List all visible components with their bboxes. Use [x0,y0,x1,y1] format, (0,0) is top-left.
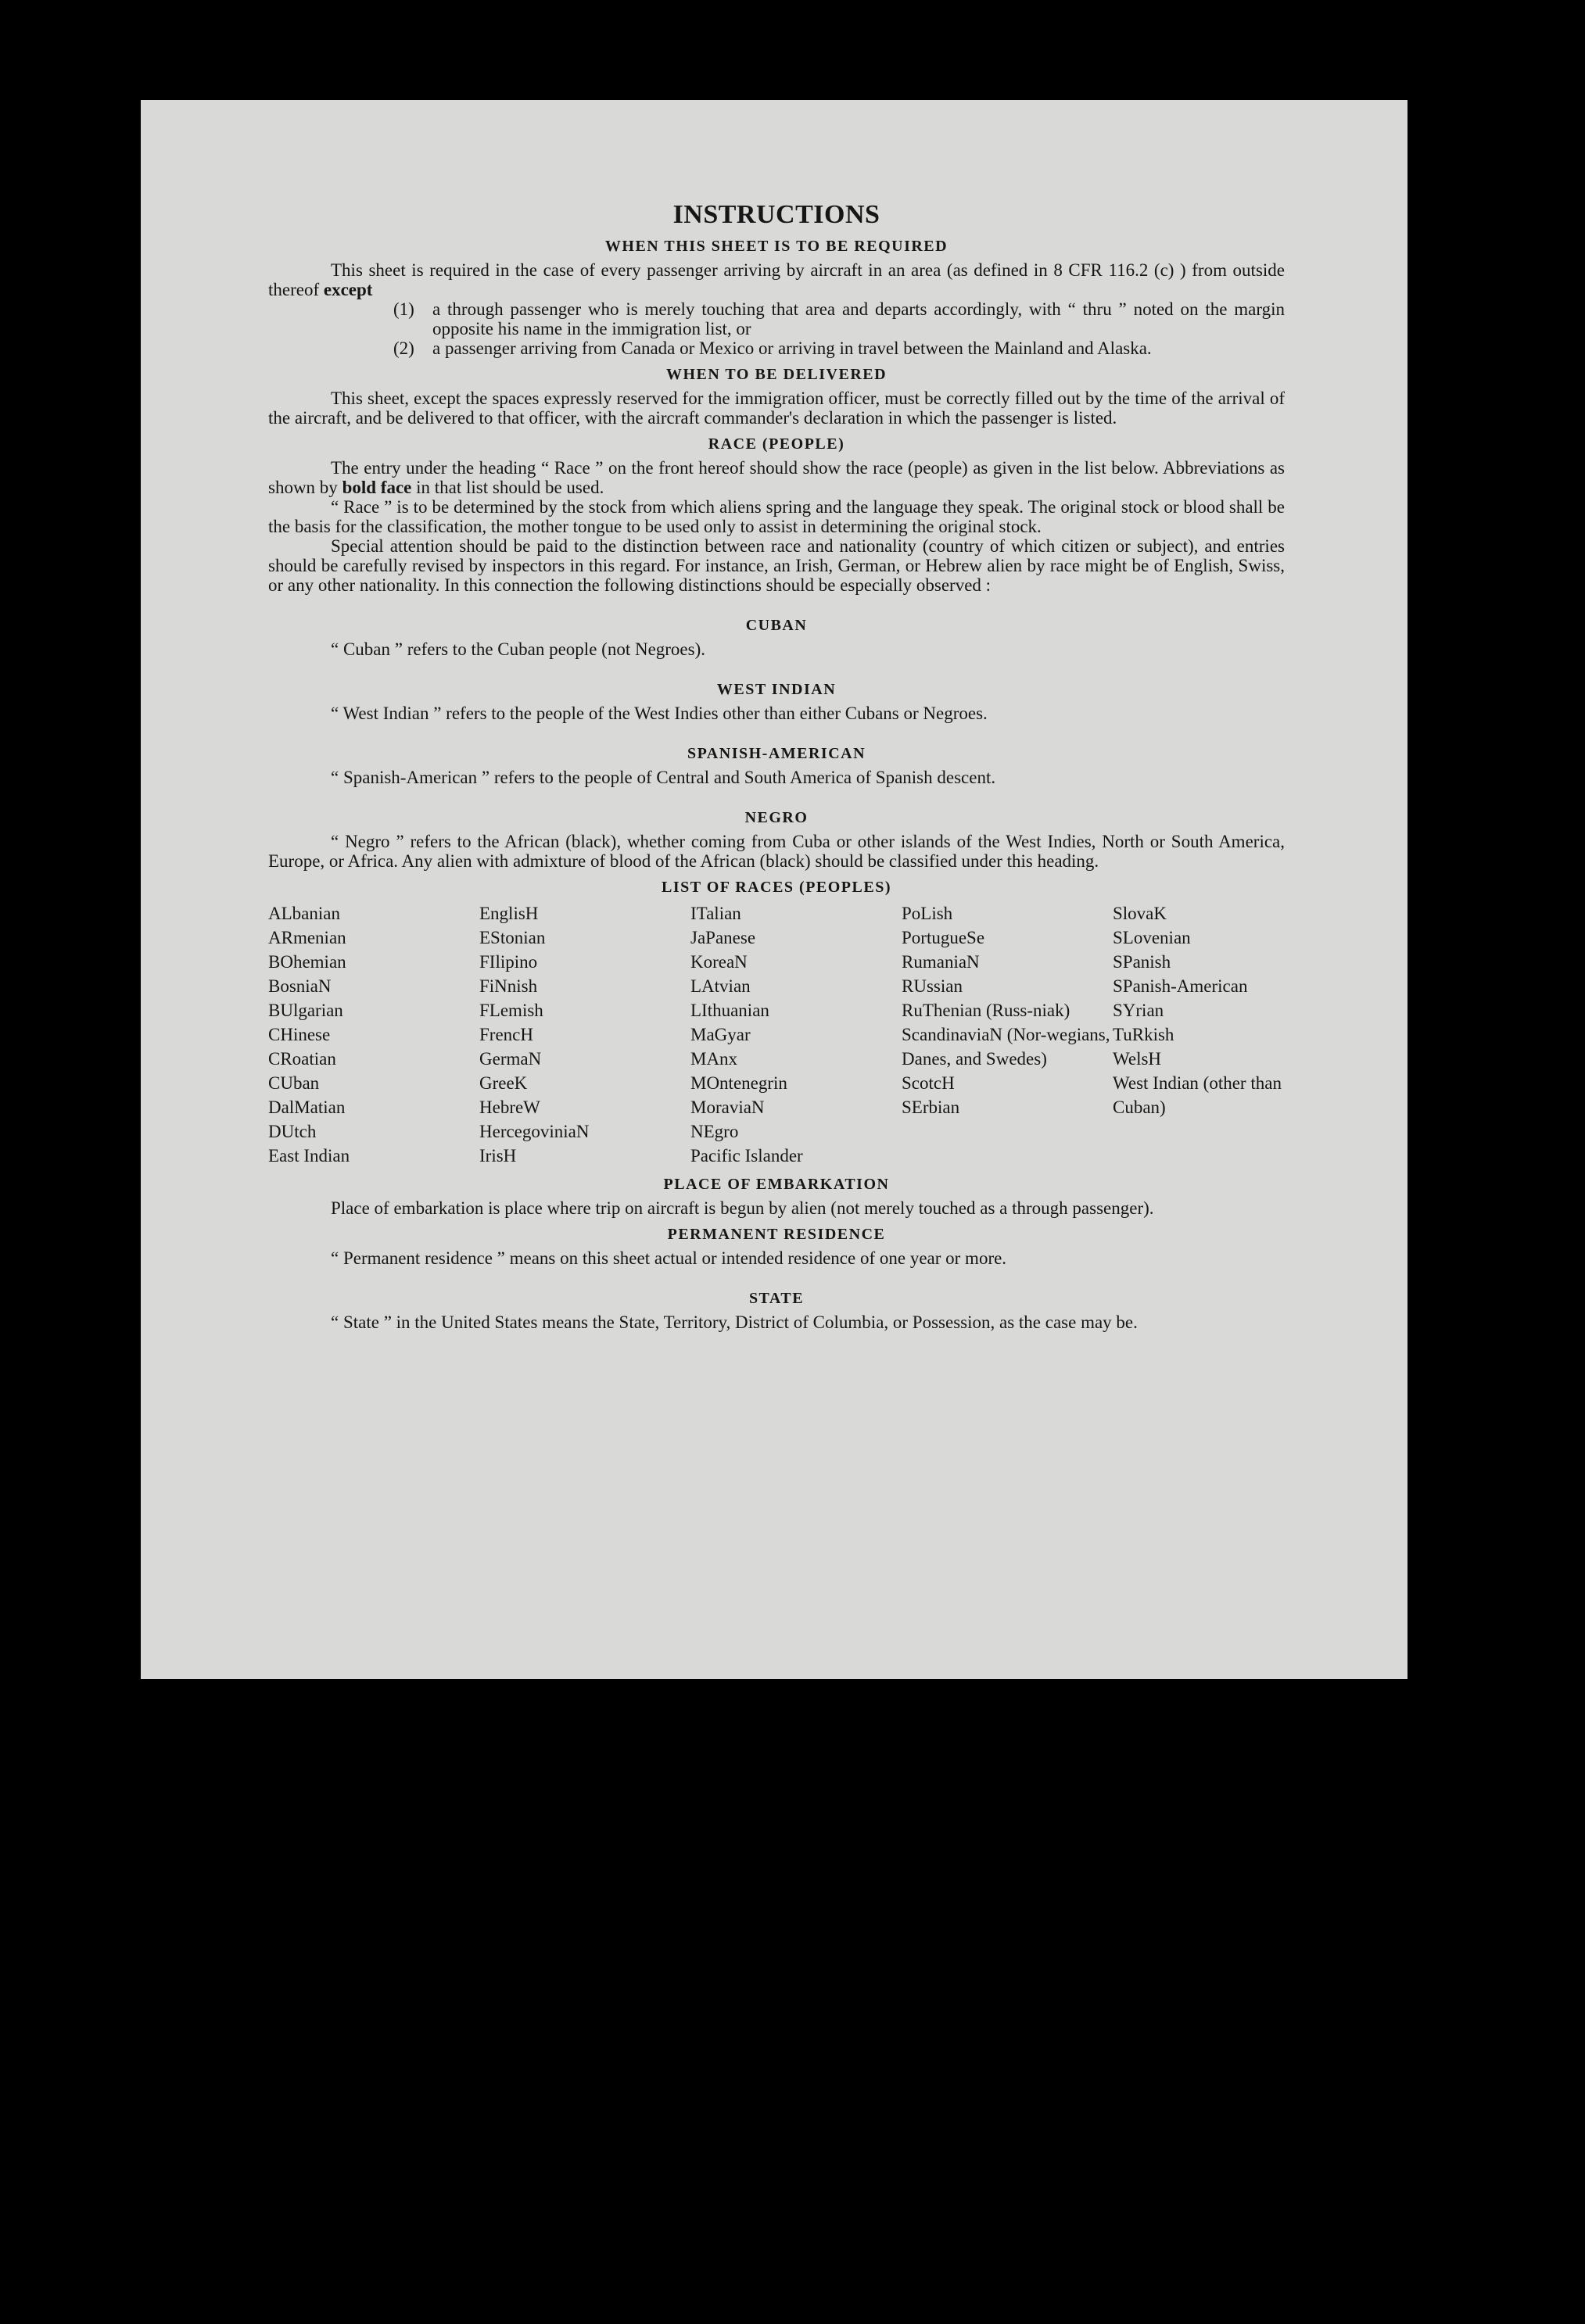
race-entry: HercegoviniaN [479,1122,590,1141]
race-entry: SPanish [1113,952,1171,972]
heading-west-indian: WEST INDIAN [716,681,837,698]
race-entry: GreeK [479,1073,528,1093]
race-entry: LIthuanian [690,1001,769,1020]
item-number: (2) [393,338,414,358]
race-entry: ALbanian [268,904,340,923]
races-column-4 [902,901,1113,1168]
races-column-2 [479,901,690,1168]
race-entry: ScotcH [902,1073,955,1093]
race-entry: RuThenian (Russ-niak) [902,1001,1070,1020]
race-entry: SlovaK [1113,904,1167,923]
race-entry: TuRkish [1113,1025,1174,1044]
race-entry: CRoatian [268,1049,336,1069]
race-entry: Pacific Islander [690,1146,803,1166]
race-entry: CUban [268,1073,320,1093]
instructions-content [268,200,1285,1332]
race-entry: DUtch [268,1122,317,1141]
race-entry: PoLish [902,904,953,923]
race-entry: ScandinaviaN (Nor-wegians, Danes, and Swedes) [902,1025,1110,1069]
race-entry: BosniaN [268,976,332,996]
race-paragraph-2: “ Race ” is to be determined by the stock from which aliens spring and the language they speak. The original stock or blood shall be the basis for the classification, the mother tongue to be used only to assist in determining the original stock. [268,497,1285,536]
race-entry: LAtvian [690,976,751,996]
item-text: a through passenger who is merely touching that area and departs accordingly, with “ thru ” noted on the margin opposite his name in the immigration list, or [432,299,1285,338]
race-entry: EStonian [479,928,546,947]
race-entry: SPanish-American [1113,976,1248,996]
race-entry: BUlgarian [268,1001,343,1020]
when-delivered-text: This sheet, except the spaces expressly reserved for the immigration officer, must be correctly filled out by the time of the arrival of the aircraft, and be delivered to that officer, with the aircraft commander's declaration in which the passenger is listed. [268,389,1285,428]
negro-text: “ Negro ” refers to the African (black), whether coming from Cuba or other islands of the West Indies, North or South America, Europe, or Africa. Any alien with admixture of blood of the African (black) should be classified under this heading. [268,832,1285,871]
race-entry: BOhemian [268,952,346,972]
race-entry: MoraviaN [690,1098,765,1117]
race-entry: CHinese [268,1025,331,1044]
heading-when-delivered: WHEN TO BE DELIVERED [665,366,888,383]
races-column-1 [268,901,479,1168]
bold-face-label: bold face [342,478,412,497]
heading-when-required: WHEN THIS SHEET IS TO BE REQUIRED [604,238,948,255]
heading-state: STATE [748,1290,805,1307]
residence-text: “ Permanent residence ” means on this sheet actual or intended residence of one year or more. [331,1248,1007,1268]
list-item [393,338,1285,358]
races-list [268,901,1285,1168]
race-entry: FIlipino [479,952,538,972]
race-entry: MOntenegrin [690,1073,787,1093]
race-entry: DalMatian [268,1098,346,1117]
races-column-5 [1113,901,1324,1168]
race-entry: FiNnish [479,976,538,996]
race-entry: GermaN [479,1049,542,1069]
race-entry: FLemish [479,1001,543,1020]
west-indian-text: “ West Indian ” refers to the people of the West Indies other than either Cubans or Negroes. [331,704,988,723]
cuban-text: “ Cuban ” refers to the Cuban people (not Negroes). [331,639,706,659]
race-entry: SYrian [1113,1001,1164,1020]
heading-cuban: CUBAN [745,617,808,634]
embarkation-text: Place of embarkation is place where trip on aircraft is begun by alien (not merely touched as a through passenger). [331,1198,1154,1218]
race-entry: ITalian [690,904,741,923]
heading-list-of-races: LIST OF RACES (PEOPLES) [661,879,891,896]
when-required-intro: This sheet is required in the case of every passenger arriving by aircraft in an area (as defined in 8 CFR 116.2 (c) ) from outside thereof except [268,260,1285,299]
race-entry: RumaniaN [902,952,980,972]
races-column-3 [690,901,902,1168]
race-entry: RUssian [902,976,963,996]
race-entry: JaPanese [690,928,756,947]
except-bold: except [323,280,373,299]
document-title: INSTRUCTIONS [672,200,880,229]
race-entry: East Indian [268,1146,350,1166]
item-text: a passenger arriving from Canada or Mexico or arriving in travel between the Mainland and Alaska. [432,338,1152,358]
race-entry: MAnx [690,1049,738,1069]
state-text: “ State ” in the United States means the State, Territory, District of Columbia, or Possession, as the case may be. [331,1312,1138,1332]
race-entry: IrisH [479,1146,517,1166]
heading-embarkation: PLACE OF EMBARKATION [663,1176,890,1193]
spanish-american-text: “ Spanish-American ” refers to the people of Central and South America of Spanish descent. [331,768,996,787]
race-entry: SErbian [902,1098,960,1117]
race-paragraph-3: Special attention should be paid to the distinction between race and nationality (country of which citizen or subject), and entries should be carefully revised by inspectors in this regard. For instance, an Irish, German, or Hebrew alien by race might be of English, Swiss, or any other nationality. In this connection the following distinctions should be especially observed : [268,536,1285,595]
document-page [141,100,1407,1679]
race-entry: WelsH [1113,1049,1162,1069]
race-entry: SLovenian [1113,928,1191,947]
race-paragraph-1: The entry under the heading “ Race ” on the front hereof should show the race (people) as given in the list below. Abbreviations as shown by bold face in that list should be used. [268,458,1285,497]
race-entry: EnglisH [479,904,539,923]
heading-race: RACE (PEOPLE) [708,435,845,453]
heading-negro: NEGRO [744,809,809,826]
race-entry: MaGyar [690,1025,751,1044]
race-entry: NEgro [690,1122,739,1141]
list-item [393,299,1285,338]
race-entry: PortugueSe [902,928,985,947]
race-entry: HebreW [479,1098,540,1117]
item-number: (1) [393,299,414,319]
heading-permanent-residence: PERMANENT RESIDENCE [667,1226,886,1243]
race-entry: KoreaN [690,952,748,972]
race-entry: ARmenian [268,928,346,947]
heading-spanish-american: SPANISH-AMERICAN [687,745,866,762]
race-entry: West Indian (other than Cuban) [1113,1073,1282,1117]
race-entry: FrencH [479,1025,533,1044]
